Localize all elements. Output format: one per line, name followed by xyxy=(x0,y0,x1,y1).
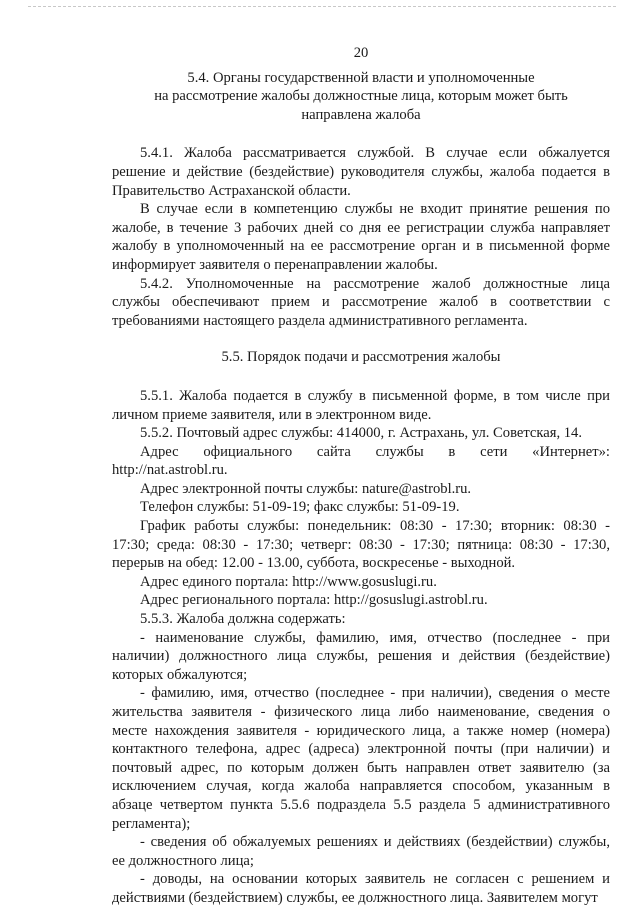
text-line: 5.4.1. Жалоба рассматривается службой. В случае если обжалуется xyxy=(140,145,610,162)
page-number: 20 xyxy=(353,45,369,61)
text-line: решение и действие (бездействие) руководителя службы, жалоба подается в xyxy=(112,163,610,180)
text-line: - наименование службы, фамилию, имя, отчество (последнее - при xyxy=(140,629,610,646)
text-line: наличии) должностного лица службы, решения и действия (бездействие) xyxy=(112,648,610,665)
scan-top-edge xyxy=(28,6,616,7)
text-line: 17:30; среда: 08:30 - 17:30; четверг: 08:30 - 17:30; пятница: 08:30 - 17:30, xyxy=(112,536,610,553)
text-line: требованиями настоящего раздела административного регламента. xyxy=(112,312,528,329)
text-line: перерыв на обед: 12.00 - 13.00, суббота, воскресенье - выходной. xyxy=(112,555,516,572)
text-line: График работы службы: понедельник: 08:30 - 17:30; вторник: 08:30 - xyxy=(140,518,610,535)
text-line: месте нахождения заявителя - юридического лица, а также номер (номера) xyxy=(112,722,610,739)
text-line: 5.5.1. Жалоба подается в службу в письменной форме, в том числе при xyxy=(140,387,610,404)
paragraph xyxy=(112,573,610,592)
text-line: - сведения об обжалуемых решениях и действиях (бездействии) службы, xyxy=(140,834,610,851)
text-line: исключением случая, когда жалоба направляется способом, указанным в xyxy=(112,778,610,795)
document-page xyxy=(112,44,610,908)
paragraph xyxy=(112,144,610,200)
text-line: - доводы, на основании которых заявитель не согласен с решением и xyxy=(140,871,610,888)
text-line: ее должностного лица; xyxy=(112,852,254,869)
paragraph xyxy=(112,480,610,499)
paragraph xyxy=(112,610,610,629)
paragraph xyxy=(112,684,610,833)
text-line: почтовый адрес, по которым должен быть направлен ответ заявителю (за xyxy=(112,759,610,776)
paragraph xyxy=(112,870,610,907)
paragraph xyxy=(112,387,610,424)
paragraph xyxy=(112,443,610,480)
text-line: Адрес регионального портала: http://gosuslugi.astrobl.ru. xyxy=(140,592,488,609)
text-line: информирует заявителя о перенаправлении жалобы. xyxy=(112,256,438,273)
text-line: 5.5.2. Почтовый адрес службы: 414000, г. Астрахань, ул. Советская, 14. xyxy=(140,425,582,442)
paragraph xyxy=(112,833,610,870)
text-line: 5.5.3. Жалоба должна содержать: xyxy=(140,611,346,628)
text-line: которых обжалуются; xyxy=(112,666,248,683)
text-line: Правительство Астраханской области. xyxy=(112,182,351,199)
heading-line: 5.4. Органы государственной власти и уполномоченные xyxy=(187,69,535,86)
text-line: жалобу в уполномоченный на ее рассмотрение орган и в письменной форме xyxy=(112,238,610,255)
text-line: - фамилию, имя, отчество (последнее - при наличии), сведения о месте xyxy=(140,685,610,702)
text-line: жительства заявителя - физического лица либо наименование, сведения о xyxy=(112,704,610,720)
text-line: 5.4.2. Уполномоченные на рассмотрение жалоб должностные лица xyxy=(140,275,610,292)
text-line: абзаце четвертом пункта 5.5.6 подраздела 5.5 раздела 5 административного xyxy=(112,796,610,813)
paragraph xyxy=(112,591,610,610)
paragraph xyxy=(112,200,610,274)
text-line: действиями (бездействием) службы, ее должностного лица. Заявителем могут xyxy=(112,889,598,906)
text-line: Адрес официального сайта службы в сети «Интернет»: xyxy=(140,443,610,460)
section-5-5-body xyxy=(112,387,610,908)
text-line: регламента); xyxy=(112,815,191,832)
text-line: жалобе, в течение 3 рабочих дней со дня ее регистрации служба направляет xyxy=(112,219,610,236)
section-5-4-heading xyxy=(112,69,610,125)
section-5-4-body xyxy=(112,144,610,330)
text-line: Адрес единого портала: http://www.gosuslugi.ru. xyxy=(140,573,437,590)
heading-line: направлена жалоба xyxy=(301,106,421,123)
text-line: Телефон службы: 51-09-19; факс службы: 51-09-19. xyxy=(140,499,460,516)
text-line: личном приеме заявителя, или в электронном виде. xyxy=(112,406,432,423)
section-5-5-heading: 5.5. Порядок подачи и рассмотрения жалобы xyxy=(221,349,501,366)
text-line: Адрес электронной почты службы: nature@astrobl.ru. xyxy=(140,480,472,497)
text-line: контактного телефона, адрес (адреса) электронной почты (при наличии) и xyxy=(112,741,610,758)
text-line: http://nat.astrobl.ru. xyxy=(112,462,228,479)
paragraph xyxy=(112,424,610,443)
paragraph xyxy=(112,517,610,573)
paragraph xyxy=(112,629,610,685)
text-line: В случае если в компетенцию службы не входит принятие решения по xyxy=(140,201,610,218)
paragraph xyxy=(112,275,610,331)
paragraph xyxy=(112,498,610,517)
heading-line: на рассмотрение жалобы должностные лица, которым может быть xyxy=(154,88,568,105)
text-line: службы обеспечивают прием и рассмотрение жалоб в соответствии с xyxy=(112,294,610,311)
